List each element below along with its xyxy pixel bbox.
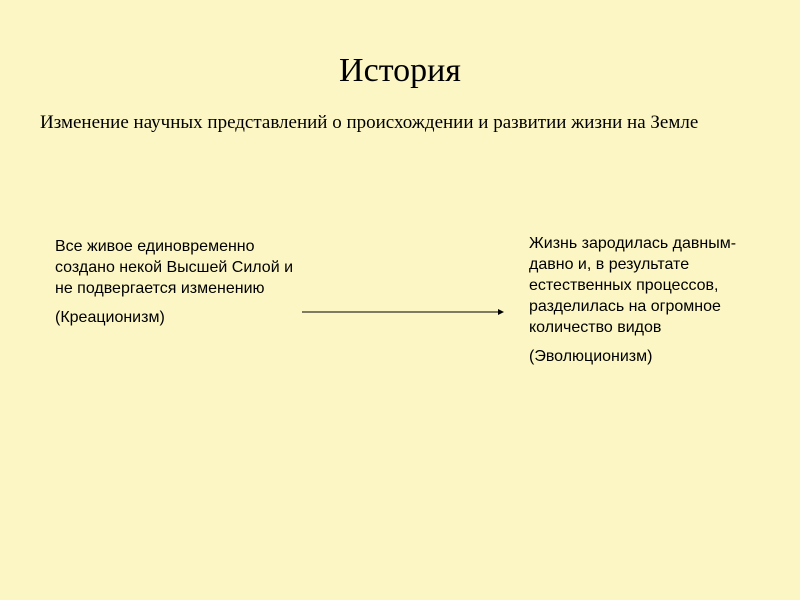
creationism-box (55, 236, 295, 328)
evolutionism-term: (Эволюционизм) (529, 348, 653, 365)
creationism-description: Все живое единовременно создано некой Высшей Силой и не подвергается изменению (55, 238, 294, 297)
creationism-term: (Креационизм) (55, 309, 165, 326)
right-arrow-icon (302, 305, 507, 319)
evolutionism-description: Жизнь зародилась давным-давно и, в результате естественных процессов, разделилась на огромное количество видов (529, 235, 737, 336)
slide-subtitle: Изменение научных представлений о происхождении и развитии жизни на Земле (40, 112, 699, 133)
slide-title: История (339, 52, 461, 89)
evolutionism-box (529, 233, 769, 367)
